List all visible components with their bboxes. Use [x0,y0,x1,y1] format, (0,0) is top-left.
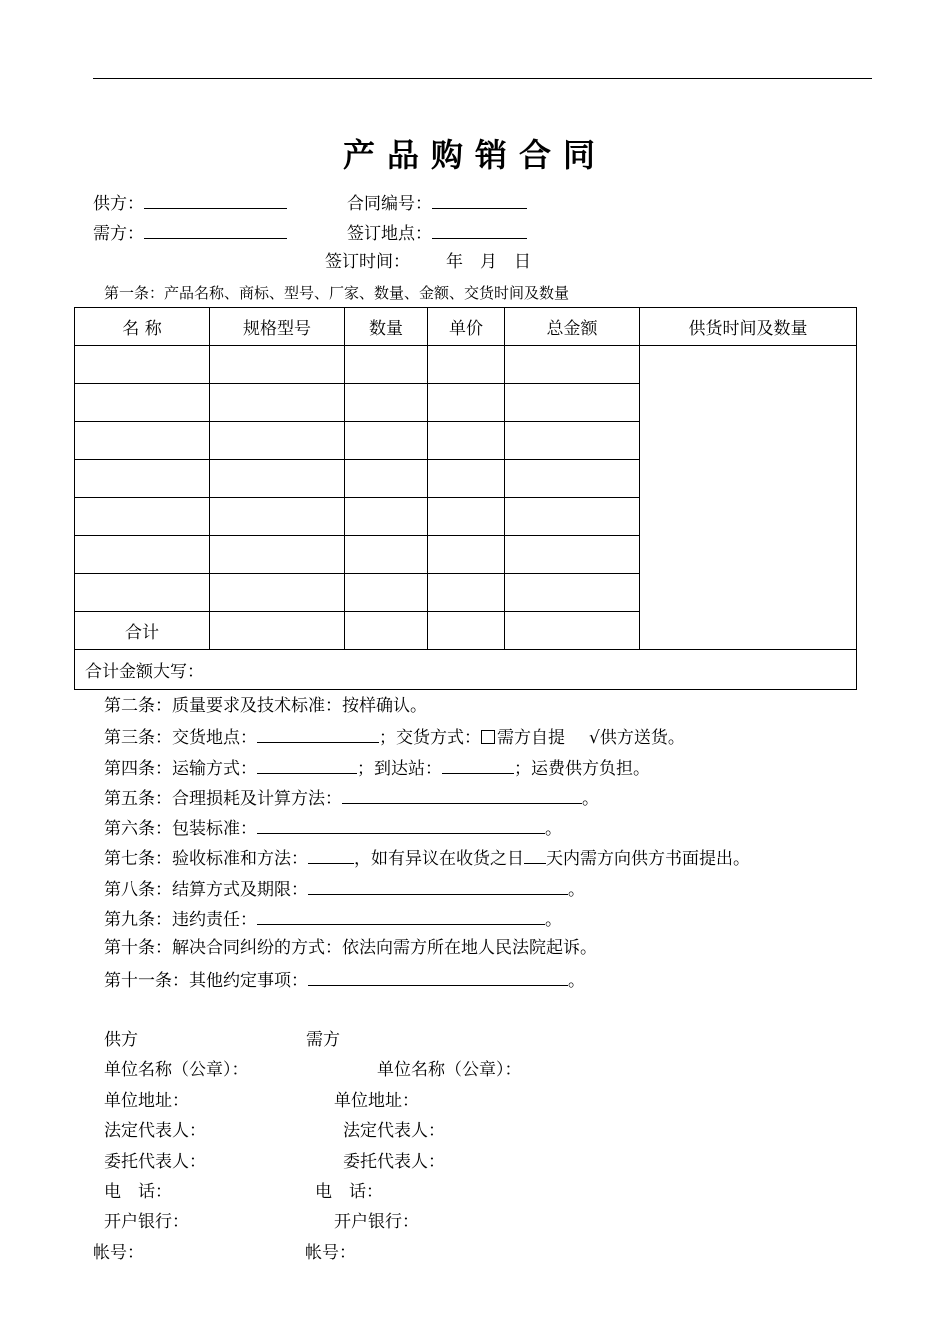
article-4 [104,757,650,779]
article-5-suffix: 。 [582,789,599,809]
packaging-blank[interactable] [257,817,545,834]
option-supplier-delivery: √供方送货。 [589,728,685,748]
cell[interactable] [210,498,345,536]
buyer-bank: 开户银行： [334,1212,419,1232]
checkbox-icon[interactable] [481,730,495,744]
sign-time-units: 年 月 日 [446,252,531,272]
supplier-field [93,192,287,214]
article-6-suffix: 。 [545,819,562,839]
buyer-legal-rep: 法定代表人： [343,1121,445,1141]
cell[interactable] [428,498,505,536]
article-4-prefix: 第四条：运输方式： [104,759,257,779]
cell[interactable] [75,536,210,574]
cell[interactable] [210,612,345,650]
contract-no-blank[interactable] [432,192,527,209]
article-7 [104,847,750,869]
col-header-name: 名 称 [75,308,210,346]
cell[interactable] [210,574,345,612]
supplier-unit-name: 单位名称（公章）： [104,1060,249,1080]
cell[interactable] [345,498,428,536]
contract-no-field [347,192,527,214]
contract-no-label: 合同编号： [347,194,432,214]
article-5 [104,787,599,809]
cell[interactable] [505,384,640,422]
cell[interactable] [505,460,640,498]
buyer-unit-address: 单位地址： [334,1091,419,1111]
article-8 [104,878,585,900]
cell[interactable] [75,498,210,536]
station-blank[interactable] [442,757,514,774]
article-4-suffix: ；运费供方负担。 [514,759,650,779]
article-1: 第一条：产品名称、商标、型号、厂家、数量、金额、交货时间及数量 [104,284,570,302]
cell[interactable] [428,346,505,384]
total-words-label: 合计金额大写： [85,662,204,682]
buyer-field [93,222,287,244]
sign-place-field [347,222,527,244]
article-7-mid: ，如有异议在收货之日 [354,849,524,869]
article-3-prefix: 第三条：交货地点： [104,728,257,748]
cell[interactable] [345,536,428,574]
buyer-label: 需方： [93,224,144,244]
supplier-bank: 开户银行： [104,1212,189,1232]
article-11-prefix: 第十一条：其他约定事项： [104,971,308,991]
cell[interactable] [428,460,505,498]
days-blank[interactable] [524,847,546,864]
col-header-unit-price: 单价 [428,308,505,346]
other-matters-blank[interactable] [308,969,568,986]
cell[interactable] [345,574,428,612]
cell[interactable] [428,384,505,422]
cell[interactable] [345,384,428,422]
cell[interactable] [210,346,345,384]
article-3 [104,726,685,748]
delivery-cell[interactable] [640,346,857,650]
article-11 [104,969,585,991]
buyer-heading: 需方 [306,1030,340,1050]
article-3-mid: ；交货方式： [379,728,481,748]
total-words-row [75,650,857,690]
cell[interactable] [428,574,505,612]
supplier-unit-address: 单位地址： [104,1091,189,1111]
cell[interactable] [428,422,505,460]
supplier-legal-rep: 法定代表人： [104,1121,206,1141]
cell[interactable] [345,612,428,650]
sign-time-label: 签订时间： [325,252,410,272]
article-6 [104,817,562,839]
article-10: 第十条：解决合同纠纷的方式：依法向需方所在地人民法院起诉。 [104,938,597,958]
document-title: 产品购销合同 [342,136,607,174]
table-header-row [75,308,857,346]
article-5-prefix: 第五条：合理损耗及计算方法： [104,789,342,809]
col-header-quantity: 数量 [345,308,428,346]
buyer-unit-name: 单位名称（公章）： [377,1060,522,1080]
cell[interactable] [505,574,640,612]
article-9 [104,908,562,930]
article-7-suffix: 天内需方向供方书面提出。 [546,849,750,869]
buyer-agent-rep: 委托代表人： [343,1152,445,1172]
article-9-suffix: 。 [545,910,562,930]
cell[interactable] [75,384,210,422]
article-2: 第二条：质量要求及技术标准：按样确认。 [104,696,427,716]
article-8-suffix: 。 [568,880,585,900]
loss-method-blank[interactable] [342,787,582,804]
article-8-prefix: 第八条：结算方式及期限： [104,880,308,900]
cell[interactable] [428,612,505,650]
supplier-heading: 供方 [104,1030,138,1050]
sign-time-field [325,252,531,272]
cell[interactable] [505,498,640,536]
supplier-phone: 电 话： [104,1182,172,1202]
supplier-account: 帐号： [93,1243,144,1263]
cell[interactable] [75,460,210,498]
cell[interactable] [505,612,640,650]
total-label: 合计 [75,612,210,650]
cell[interactable] [75,346,210,384]
goods-table [74,307,857,690]
settlement-blank[interactable] [308,878,568,895]
article-11-suffix: 。 [568,971,585,991]
col-header-delivery: 供货时间及数量 [640,308,857,346]
total-words-cell[interactable] [75,650,857,690]
cell[interactable] [505,536,640,574]
buyer-blank[interactable] [144,222,287,239]
article-7-prefix: 第七条：验收标准和方法： [104,849,308,869]
liability-blank[interactable] [257,908,545,925]
cell[interactable] [345,460,428,498]
cell[interactable] [210,536,345,574]
cell[interactable] [505,422,640,460]
supplier-label: 供方： [93,194,144,214]
article-9-prefix: 第九条：违约责任： [104,910,257,930]
acceptance-blank[interactable] [308,847,354,864]
col-header-spec: 规格型号 [210,308,345,346]
cell[interactable] [210,460,345,498]
table-row [75,346,857,384]
header-rule [93,78,872,79]
col-header-total-amount: 总金额 [505,308,640,346]
cell[interactable] [428,536,505,574]
sign-place-label: 签订地点： [347,224,432,244]
article-4-mid: ；到达站： [357,759,442,779]
cell[interactable] [345,422,428,460]
delivery-place-blank[interactable] [257,726,379,743]
sign-place-blank[interactable] [432,222,527,239]
cell[interactable] [75,422,210,460]
cell[interactable] [75,574,210,612]
buyer-phone: 电 话： [315,1182,383,1202]
transport-blank[interactable] [257,757,357,774]
supplier-agent-rep: 委托代表人： [104,1152,206,1172]
buyer-account: 帐号： [305,1243,356,1263]
cell[interactable] [505,346,640,384]
article-6-prefix: 第六条：包装标准： [104,819,257,839]
supplier-blank[interactable] [144,192,287,209]
option-self-pickup: 需方自提 [497,728,565,748]
cell[interactable] [345,346,428,384]
cell[interactable] [210,422,345,460]
cell[interactable] [210,384,345,422]
